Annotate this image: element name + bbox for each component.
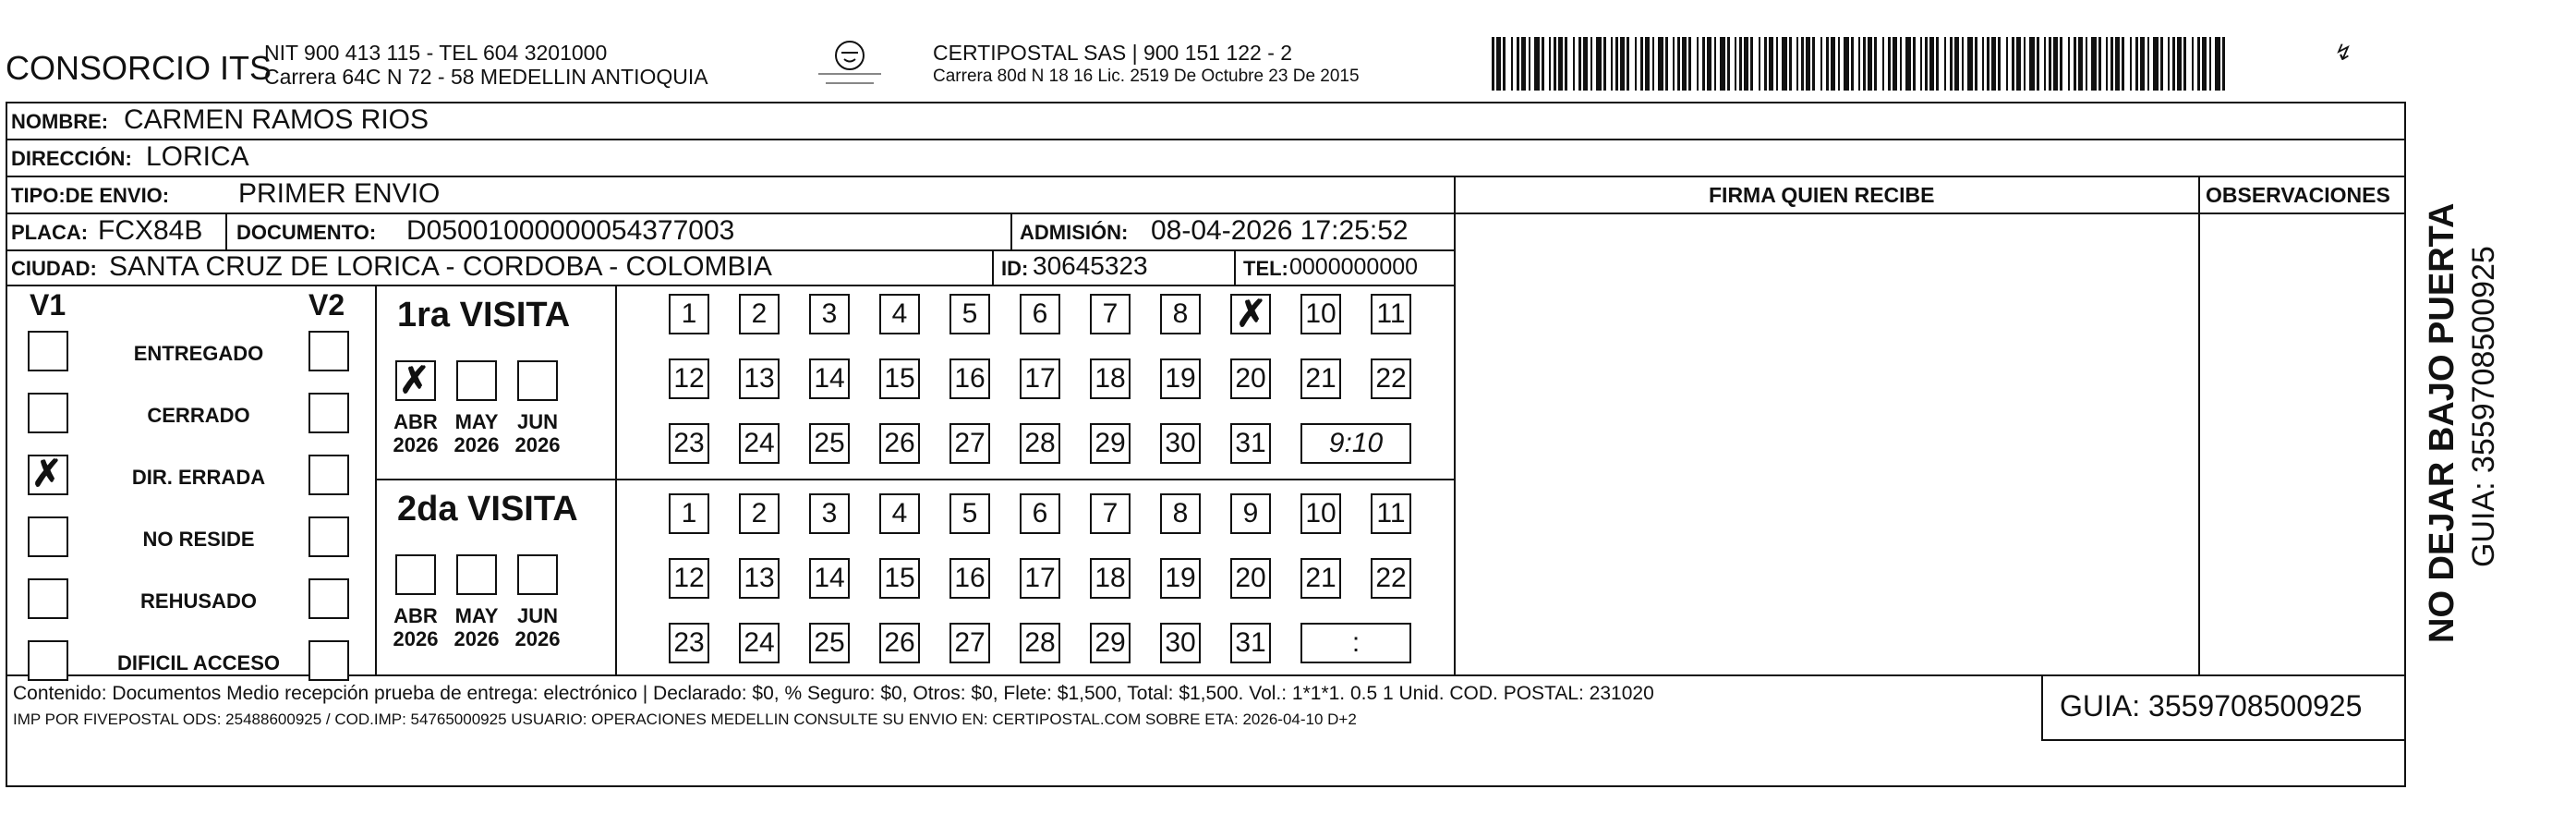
status-label: REHUSADO bbox=[140, 589, 257, 613]
month-label: MAY 2026 bbox=[454, 410, 500, 457]
tel-label: TEL: bbox=[1243, 257, 1288, 280]
day-box[interactable]: 22 bbox=[1371, 558, 1411, 599]
footer-guia: GUIA: 3559708500925 bbox=[2060, 689, 2363, 723]
documento-label: DOCUMENTO: bbox=[236, 221, 377, 244]
carrier-line-2: Carrera 80d N 18 16 Lic. 2519 De Octubre 23 De 2015 bbox=[933, 67, 1360, 86]
barcode-bar bbox=[1492, 37, 1494, 91]
day-box[interactable]: 26 bbox=[879, 623, 920, 663]
carrier-line-1: CERTIPOSTAL SAS | 900 151 122 - 2 bbox=[933, 41, 1293, 65]
side-guia: GUIA: 3559708500925 bbox=[2466, 246, 2501, 567]
barcode-bar bbox=[1578, 37, 1581, 91]
day-box[interactable]: 11 bbox=[1371, 493, 1411, 534]
barcode-bar bbox=[1776, 37, 1778, 91]
barcode-bar bbox=[2130, 37, 2132, 91]
day-box[interactable]: 15 bbox=[879, 358, 920, 399]
barcode-bar bbox=[2140, 37, 2145, 91]
v2-checkbox[interactable] bbox=[308, 393, 349, 433]
barcode-bar bbox=[1542, 37, 1544, 91]
v2-checkbox[interactable] bbox=[308, 578, 349, 619]
day-box[interactable]: 5 bbox=[949, 493, 990, 534]
documento-value: D05001000000054377003 bbox=[406, 215, 735, 246]
barcode-bar bbox=[1858, 37, 1860, 91]
barcode-bar bbox=[1874, 37, 1877, 91]
day-box[interactable]: 24 bbox=[739, 623, 780, 663]
company-line-2: Carrera 64C N 72 - 58 MEDELLIN ANTIOQUIA bbox=[264, 65, 708, 89]
barcode-bar bbox=[1534, 37, 1540, 91]
divider bbox=[2198, 176, 2200, 676]
barcode-bar bbox=[1554, 37, 1556, 91]
barcode-bar bbox=[1720, 37, 1725, 91]
v1-checkbox[interactable] bbox=[28, 516, 68, 557]
barcode-bar bbox=[1739, 37, 1742, 91]
v1-label: V1 bbox=[30, 288, 67, 322]
barcode-bar bbox=[2122, 37, 2124, 91]
day-box[interactable]: 23 bbox=[669, 423, 709, 464]
nombre-label: NOMBRE: bbox=[11, 110, 109, 133]
barcode-bar bbox=[1863, 37, 1866, 91]
divider bbox=[375, 479, 1454, 480]
divider bbox=[1234, 249, 1236, 285]
barcode-bar bbox=[1673, 37, 1675, 91]
nombre-value: CARMEN RAMOS RIOS bbox=[124, 104, 429, 135]
barcode-bar bbox=[1503, 37, 1506, 91]
barcode-bar bbox=[2209, 37, 2211, 91]
tipo-value: PRIMER ENVIO bbox=[238, 178, 441, 209]
day-box[interactable]: 31 bbox=[1230, 623, 1271, 663]
status-label: CERRADO bbox=[147, 404, 250, 427]
barcode bbox=[1492, 37, 2231, 91]
company-line-1: NIT 900 413 115 - TEL 604 3201000 bbox=[264, 41, 608, 65]
v1-checkbox[interactable] bbox=[28, 578, 68, 619]
day-box[interactable]: 27 bbox=[949, 623, 990, 663]
barcode-bar bbox=[1936, 37, 1939, 91]
barcode-bar bbox=[2078, 37, 2083, 91]
barcode-bar bbox=[1888, 37, 1891, 91]
barcode-bar bbox=[1702, 37, 1705, 91]
day-box[interactable]: 12 bbox=[669, 358, 709, 399]
barcode-bar bbox=[2106, 37, 2108, 91]
barcode-bar bbox=[1900, 37, 1902, 91]
divider bbox=[6, 139, 2406, 140]
status-label: NO RESIDE bbox=[142, 528, 255, 551]
day-box[interactable]: 29 bbox=[1090, 623, 1131, 663]
barcode-bar bbox=[1812, 37, 1815, 91]
admision-label: ADMISIÓN: bbox=[1020, 221, 1129, 244]
day-box[interactable]: 16 bbox=[949, 358, 990, 399]
corner-mark: ↯ bbox=[2332, 41, 2352, 66]
barcode-bar bbox=[1620, 37, 1625, 91]
barcode-bar bbox=[2044, 37, 2046, 91]
divider bbox=[225, 213, 227, 249]
barcode-bar bbox=[1573, 37, 1575, 91]
barcode-bar bbox=[1744, 37, 1748, 91]
day-box[interactable]: 13 bbox=[739, 558, 780, 599]
day-box[interactable]: 29 bbox=[1090, 423, 1131, 464]
day-box[interactable]: 2 bbox=[739, 294, 780, 334]
barcode-bar bbox=[1635, 37, 1637, 91]
barcode-bar bbox=[1826, 37, 1829, 91]
certipostal-logo bbox=[813, 37, 887, 91]
day-box[interactable]: 26 bbox=[879, 423, 920, 464]
day-box[interactable]: 12 bbox=[669, 558, 709, 599]
barcode-bar bbox=[1665, 37, 1668, 91]
month-checkbox[interactable] bbox=[517, 360, 558, 401]
day-box[interactable]: 18 bbox=[1090, 558, 1131, 599]
barcode-bar bbox=[1801, 37, 1804, 91]
barcode-bar bbox=[1838, 37, 1840, 91]
barcode-bar bbox=[2060, 37, 2062, 91]
first-visit-label: 1ra VISITA bbox=[397, 296, 571, 334]
observaciones-label: OBSERVACIONES bbox=[2206, 183, 2390, 207]
divider bbox=[6, 674, 2406, 676]
barcode-bar bbox=[1615, 37, 1618, 91]
month-checkbox[interactable] bbox=[395, 554, 436, 595]
day-box[interactable]: 25 bbox=[809, 423, 850, 464]
barcode-bar bbox=[1645, 37, 1650, 91]
day-box[interactable]: 8 bbox=[1160, 493, 1201, 534]
v2-checkbox[interactable] bbox=[308, 455, 349, 495]
footer-line-2: IMP POR FIVEPOSTAL ODS: 25488600925 / COD.IMP: 54765000925 USUARIO: OPERACIONES MEDELLIN CONSULTE SU ENVIO EN: CERTIPOSTAL.COM SOBRE ETA: 2026-04-10 D+2 bbox=[13, 711, 1357, 728]
barcode-bar bbox=[1714, 37, 1716, 91]
day-box[interactable]: 11 bbox=[1371, 294, 1411, 334]
barcode-bar bbox=[2068, 37, 2070, 91]
month-checkbox[interactable] bbox=[517, 554, 558, 595]
barcode-bar bbox=[1820, 37, 1822, 91]
day-box[interactable]: 6 bbox=[1020, 294, 1060, 334]
barcode-bar bbox=[1682, 37, 1687, 91]
barcode-bar bbox=[2029, 37, 2035, 91]
day-box[interactable]: 4 bbox=[879, 493, 920, 534]
barcode-bar bbox=[1893, 37, 1897, 91]
status-label: DIFICIL ACCESO bbox=[116, 651, 280, 674]
day-box[interactable]: 6 bbox=[1020, 493, 1060, 534]
month-checkbox[interactable] bbox=[456, 554, 497, 595]
barcode-bar bbox=[1640, 37, 1643, 91]
barcode-bar bbox=[1954, 37, 1959, 91]
barcode-bar bbox=[1611, 37, 1613, 91]
v2-label: V2 bbox=[308, 288, 345, 322]
barcode-bar bbox=[1596, 37, 1602, 91]
barcode-bar bbox=[1868, 37, 1872, 91]
ciudad-value: SANTA CRUZ DE LORICA - CORDOBA - COLOMBIA bbox=[109, 251, 772, 282]
day-box[interactable]: 30 bbox=[1160, 623, 1201, 663]
barcode-bar bbox=[1769, 37, 1773, 91]
barcode-bar bbox=[2135, 37, 2138, 91]
day-box[interactable]: 17 bbox=[1020, 358, 1060, 399]
tipo-label: TIPO:DE ENVIO: bbox=[11, 184, 170, 207]
day-box[interactable]: 31 bbox=[1230, 423, 1271, 464]
day-box[interactable]: 9 bbox=[1230, 493, 1271, 534]
barcode-bar bbox=[2168, 37, 2170, 91]
status-label: DIR. ERRADA bbox=[131, 466, 266, 489]
direccion-label: DIRECCIÓN: bbox=[11, 147, 132, 170]
placa-label: PLACA: bbox=[11, 221, 89, 244]
check-mark: ✗ bbox=[1236, 294, 1267, 334]
barcode-bar bbox=[1759, 37, 1760, 91]
barcode-bar bbox=[2192, 37, 2194, 91]
barcode-bar bbox=[1521, 37, 1526, 91]
barcode-bar bbox=[1583, 37, 1588, 91]
day-box[interactable]: 4 bbox=[879, 294, 920, 334]
barcode-bar bbox=[1796, 37, 1798, 91]
barcode-bar bbox=[1549, 37, 1551, 91]
month-label: ABR 2026 bbox=[393, 604, 439, 651]
day-box[interactable]: 28 bbox=[1020, 423, 1060, 464]
barcode-bar bbox=[1511, 37, 1513, 91]
divider bbox=[6, 176, 2406, 177]
barcode-bar bbox=[1987, 37, 1989, 91]
barcode-bar bbox=[2147, 37, 2149, 91]
barcode-bar bbox=[1950, 37, 1953, 91]
barcode-bar bbox=[2177, 37, 2182, 91]
barcode-bar bbox=[1967, 37, 1973, 91]
divider bbox=[992, 249, 994, 285]
month-label: ABR 2026 bbox=[393, 410, 439, 457]
barcode-bar bbox=[2172, 37, 2175, 91]
barcode-bar bbox=[2024, 37, 2026, 91]
barcode-bar bbox=[1905, 37, 1911, 91]
barcode-bar bbox=[1565, 37, 1567, 91]
day-box[interactable]: 5 bbox=[949, 294, 990, 334]
day-box[interactable]: 14 bbox=[809, 358, 850, 399]
barcode-bar bbox=[2098, 37, 2101, 91]
divider bbox=[1454, 176, 1456, 676]
day-box[interactable]: 3 bbox=[809, 294, 850, 334]
day-box[interactable]: 27 bbox=[949, 423, 990, 464]
day-box[interactable]: 7 bbox=[1090, 294, 1131, 334]
barcode-bar bbox=[1558, 37, 1563, 91]
barcode-bar bbox=[1727, 37, 1730, 91]
barcode-bar bbox=[2115, 37, 2120, 91]
day-box[interactable]: 13 bbox=[739, 358, 780, 399]
company-name: CONSORCIO ITS bbox=[6, 49, 272, 87]
barcode-bar bbox=[2074, 37, 2076, 91]
day-box[interactable]: 18 bbox=[1090, 358, 1131, 399]
barcode-bar bbox=[1844, 37, 1849, 91]
barcode-bar bbox=[1920, 37, 1922, 91]
barcode-bar bbox=[1677, 37, 1680, 91]
barcode-bar bbox=[1658, 37, 1663, 91]
barcode-bar bbox=[1627, 37, 1629, 91]
month-checkbox[interactable] bbox=[456, 360, 497, 401]
barcode-bar bbox=[2110, 37, 2113, 91]
divider bbox=[6, 213, 2406, 214]
barcode-bar bbox=[2202, 37, 2207, 91]
barcode-bar bbox=[1517, 37, 1519, 91]
check-mark: ✗ bbox=[31, 454, 63, 494]
day-box[interactable]: 17 bbox=[1020, 558, 1060, 599]
barcode-bar bbox=[1925, 37, 1928, 91]
barcode-bar bbox=[1652, 37, 1654, 91]
barcode-bar bbox=[2160, 37, 2163, 91]
divider bbox=[2041, 674, 2043, 739]
time-box[interactable]: 9:10 bbox=[1300, 423, 1411, 464]
id-value: 30645323 bbox=[1033, 251, 1148, 280]
v1-checkbox[interactable] bbox=[28, 393, 68, 433]
v2-checkbox[interactable] bbox=[308, 516, 349, 557]
barcode-bar bbox=[2037, 37, 2039, 91]
v1-checkbox[interactable] bbox=[28, 640, 68, 681]
barcode-bar bbox=[1991, 37, 1996, 91]
day-box[interactable]: 25 bbox=[809, 623, 850, 663]
barcode-bar bbox=[1750, 37, 1753, 91]
admision-value: 08-04-2026 17:25:52 bbox=[1151, 215, 1409, 246]
footer-line-1: Contenido: Documentos Medio recepción prueba de entrega: electrónico | Declarado: $0, % Seguro: $0, Otros: $0, Flete: $1,500, Total: $1,500. Vol.: 1*1*1. 0.5 1 Unid. COD. POSTAL: 231020 bbox=[13, 683, 1654, 704]
id-label: ID: bbox=[1001, 257, 1029, 280]
barcode-bar bbox=[1496, 37, 1501, 91]
barcode-bar bbox=[1697, 37, 1699, 91]
month-label: JUN 2026 bbox=[514, 410, 561, 457]
day-box[interactable]: 19 bbox=[1160, 358, 1201, 399]
day-box[interactable]: 2 bbox=[739, 493, 780, 534]
form-right-edge bbox=[2404, 102, 2406, 686]
barcode-bar bbox=[1764, 37, 1767, 91]
barcode-bar bbox=[2222, 37, 2225, 91]
barcode-bar bbox=[1929, 37, 1934, 91]
v2-checkbox[interactable] bbox=[308, 640, 349, 681]
tel-value: 0000000000 bbox=[1289, 254, 1419, 280]
barcode-bar bbox=[1590, 37, 1592, 91]
barcode-bar bbox=[1913, 37, 1916, 91]
v2-checkbox[interactable] bbox=[308, 331, 349, 371]
direccion-value: LORICA bbox=[146, 141, 249, 172]
barcode-bar bbox=[1782, 37, 1787, 91]
barcode-bar bbox=[2049, 37, 2051, 91]
barcode-bar bbox=[2197, 37, 2200, 91]
divider bbox=[1010, 213, 1012, 249]
day-box[interactable]: 10 bbox=[1300, 493, 1341, 534]
ciudad-label: CIUDAD: bbox=[11, 257, 97, 280]
check-mark: ✗ bbox=[399, 360, 430, 401]
side-title: NO DEJAR BAJO PUERTA bbox=[2423, 202, 2461, 643]
divider bbox=[6, 285, 1456, 286]
day-box[interactable]: 20 bbox=[1230, 358, 1271, 399]
barcode-bar bbox=[1806, 37, 1810, 91]
barcode-bar bbox=[1998, 37, 2001, 91]
barcode-bar bbox=[1962, 37, 1964, 91]
barcode-bar bbox=[1789, 37, 1792, 91]
day-box[interactable]: 19 bbox=[1160, 558, 1201, 599]
barcode-bar bbox=[1851, 37, 1854, 91]
day-box[interactable]: 28 bbox=[1020, 623, 1060, 663]
day-box[interactable]: 22 bbox=[1371, 358, 1411, 399]
day-box[interactable]: 15 bbox=[879, 558, 920, 599]
month-label: JUN 2026 bbox=[514, 604, 561, 651]
day-box[interactable]: 1 bbox=[669, 493, 709, 534]
day-box[interactable]: 24 bbox=[739, 423, 780, 464]
month-label: MAY 2026 bbox=[454, 604, 500, 651]
barcode-bar bbox=[2183, 37, 2186, 91]
day-box[interactable]: 1 bbox=[669, 294, 709, 334]
day-box[interactable]: 21 bbox=[1300, 358, 1341, 399]
day-box[interactable]: 3 bbox=[809, 493, 850, 534]
barcode-bar bbox=[1975, 37, 1977, 91]
day-box[interactable]: 23 bbox=[669, 623, 709, 663]
barcode-bar bbox=[1735, 37, 1736, 91]
day-box[interactable]: 30 bbox=[1160, 423, 1201, 464]
v1-checkbox[interactable] bbox=[28, 331, 68, 371]
firma-label: FIRMA QUIEN RECIBE bbox=[1709, 183, 1935, 207]
barcode-bar bbox=[2215, 37, 2220, 91]
divider bbox=[2041, 739, 2406, 741]
barcode-bar bbox=[2012, 37, 2014, 91]
barcode-bar bbox=[1688, 37, 1691, 91]
barcode-bar bbox=[2091, 37, 2097, 91]
barcode-bar bbox=[2053, 37, 2058, 91]
placa-value: FCX84B bbox=[98, 215, 203, 246]
status-label: ENTREGADO bbox=[133, 342, 264, 365]
barcode-bar bbox=[1707, 37, 1711, 91]
day-box[interactable]: 21 bbox=[1300, 558, 1341, 599]
day-box[interactable]: 14 bbox=[809, 558, 850, 599]
barcode-bar bbox=[2016, 37, 2021, 91]
barcode-bar bbox=[1982, 37, 1984, 91]
time-box[interactable]: : bbox=[1300, 623, 1411, 663]
barcode-bar bbox=[1944, 37, 1946, 91]
day-box[interactable]: 10 bbox=[1300, 294, 1341, 334]
barcode-bar bbox=[1529, 37, 1530, 91]
second-visit-label: 2da VISITA bbox=[397, 490, 578, 528]
day-box[interactable]: 8 bbox=[1160, 294, 1201, 334]
barcode-bar bbox=[2153, 37, 2159, 91]
barcode-bar bbox=[1603, 37, 1606, 91]
barcode-bar bbox=[2006, 37, 2008, 91]
barcode-bar bbox=[2086, 37, 2087, 91]
barcode-bar bbox=[1831, 37, 1835, 91]
barcode-bar bbox=[1882, 37, 1884, 91]
day-box[interactable]: 20 bbox=[1230, 558, 1271, 599]
day-box[interactable]: 16 bbox=[949, 558, 990, 599]
day-box[interactable]: 7 bbox=[1090, 493, 1131, 534]
